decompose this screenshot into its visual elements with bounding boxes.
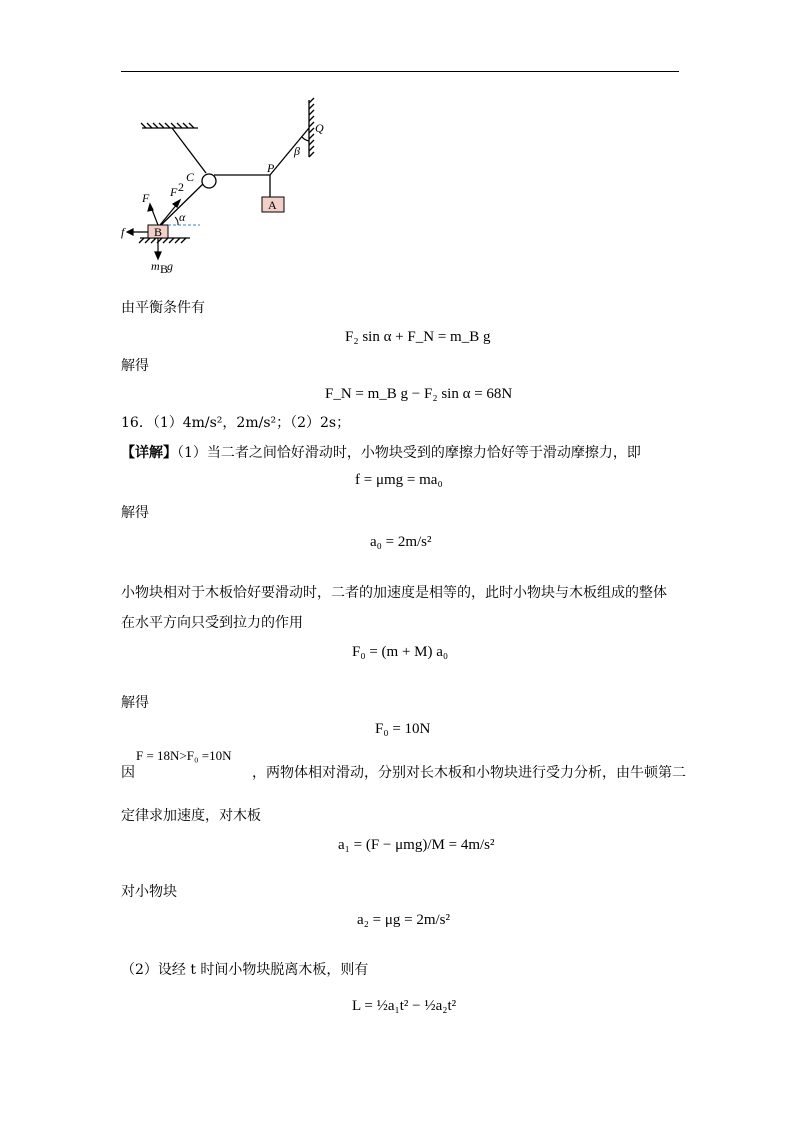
text-block: 对小物块 xyxy=(121,884,177,900)
text-balance-condition: 由平衡条件有 xyxy=(121,300,205,316)
label-mBg-sub: B xyxy=(160,262,169,276)
because-rest: ，两物体相对滑动，分别对长木板和小物块进行受力分析，由牛顿第二 xyxy=(252,765,686,781)
text-relative-slide: 小物块相对于木板恰好要滑动时，二者的加速度是相等的，此时小物块与木板组成的整体 xyxy=(121,585,667,601)
answer-16: 16．（1）4m/s²，2m/s²；（2）2s； xyxy=(121,415,351,431)
ceiling-support xyxy=(141,123,198,128)
label-C: C xyxy=(186,170,195,184)
angle-beta-arc xyxy=(302,137,309,141)
equation-2 xyxy=(325,384,512,404)
text-horizontal-force: 在水平方向只受到拉力的作用 xyxy=(121,615,303,631)
text-solve-1: 解得 xyxy=(121,358,149,374)
detail-tag: 【详解】 xyxy=(121,445,177,461)
label-A: A xyxy=(268,198,277,212)
detail-line xyxy=(121,443,641,463)
text-part-2: （2）设经 t 时间小物块脱离木板，则有 xyxy=(121,962,369,978)
label-P: P xyxy=(267,161,275,175)
label-beta: β xyxy=(294,144,300,158)
text-because xyxy=(121,763,686,783)
equation-3 xyxy=(355,470,443,490)
wall-support xyxy=(309,98,314,157)
equation-4-text: a₀ = 2m/s² xyxy=(370,534,432,550)
equation-8-text: a₁ = (F − μmg)/M = 4m/s² xyxy=(338,837,495,853)
equation-9 xyxy=(357,910,450,930)
equation-7-text: F = 18N>F₀ =10N xyxy=(136,748,232,763)
text-solve-2: 解得 xyxy=(121,505,149,521)
label-FN: F xyxy=(142,191,150,205)
equation-3-text: f = μmg = ma₀ xyxy=(355,472,443,488)
equation-8 xyxy=(338,835,494,855)
ground xyxy=(139,238,190,243)
equation-1-text: F₂ sin α + F_N = m_B g xyxy=(345,329,491,345)
rope-ceiling xyxy=(172,128,206,173)
equation-5 xyxy=(352,642,448,662)
equation-1 xyxy=(345,327,490,347)
rope-PQ xyxy=(270,128,309,175)
text-newton-law: 定律求加速度，对木板 xyxy=(121,808,261,824)
equation-4 xyxy=(370,532,432,552)
label-F2-sub: 2 xyxy=(178,180,184,194)
label-F2: F xyxy=(170,185,178,199)
label-alpha: α xyxy=(179,210,186,224)
pulley-C xyxy=(202,174,216,188)
force-diagram xyxy=(110,95,350,280)
angle-alpha-arc xyxy=(175,217,178,225)
because-char: 因 xyxy=(121,765,135,781)
equation-2-text: F_N = m_B g − F₂ sin α = 68N xyxy=(325,386,513,402)
equation-10 xyxy=(352,996,456,1016)
header-rule xyxy=(121,71,679,72)
equation-6 xyxy=(375,719,430,739)
text-solve-3: 解得 xyxy=(121,695,149,711)
label-mBg-m: m xyxy=(151,259,160,273)
equation-9-text: a₂ = μg = 2m/s² xyxy=(357,912,451,928)
equation-5-text: F₀ = (m + M) a₀ xyxy=(352,644,449,660)
equation-6-text: F₀ = 10N xyxy=(375,721,431,737)
equation-10-text: L = ½a₁t² − ½a₂t² xyxy=(352,998,457,1014)
label-f: f xyxy=(121,225,125,239)
detail-text: （1）当二者之间恰好滑动时，小物块受到的摩擦力恰好等于滑动摩擦力，即 xyxy=(177,445,641,461)
label-B: B xyxy=(154,225,163,239)
label-mBg-g: g xyxy=(167,259,173,273)
label-Q: Q xyxy=(315,121,324,135)
